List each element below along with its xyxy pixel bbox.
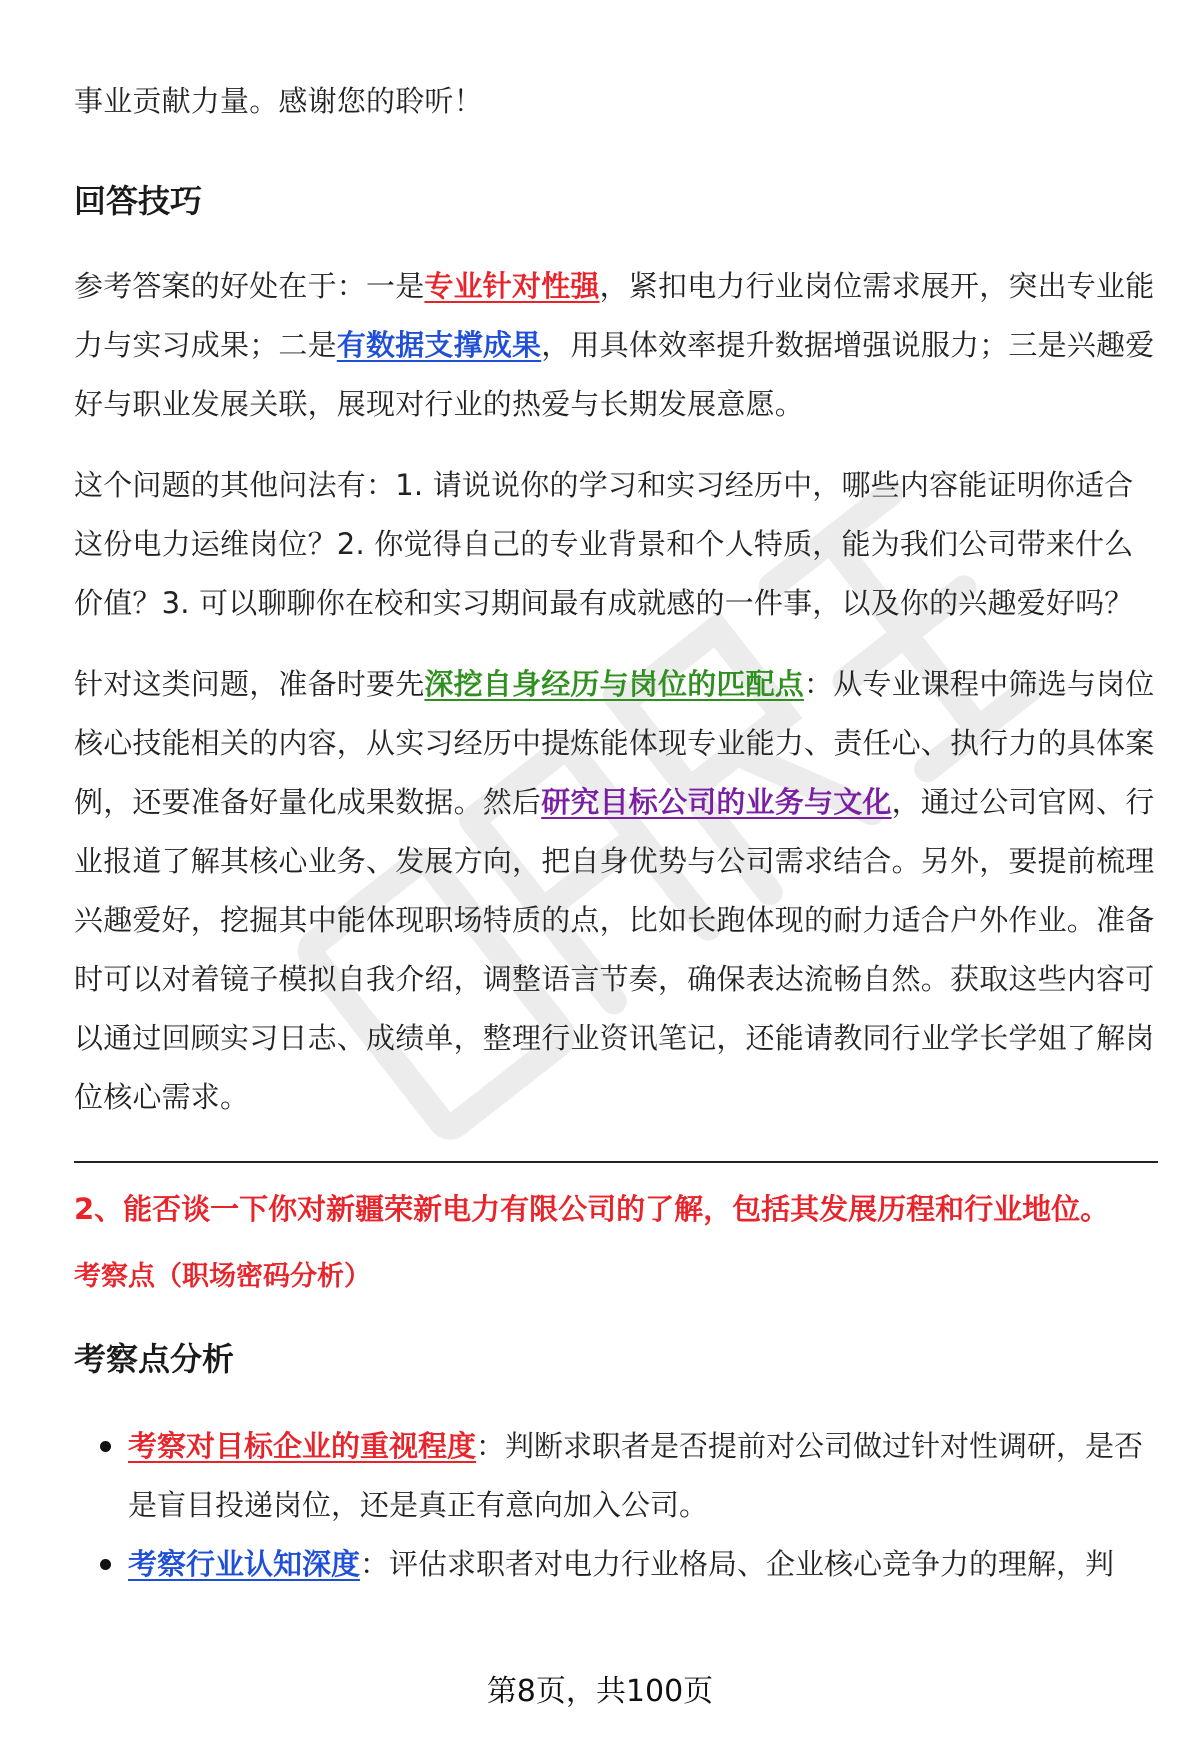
text-segment: ，紧扣电力行业岗位需求展开，突出专业能力与实习成果；二是 [74, 269, 1155, 362]
text-segment: 针对这类问题，准备时要先 [74, 667, 425, 701]
list-item [74, 1417, 1158, 1535]
answer-benefits-paragraph [74, 257, 1158, 434]
highlight-experience-match: 深挖自身经历与岗位的匹配点 [424, 667, 805, 701]
bullet-text: ：评估求职者对电力行业格局、企业核心竞争力的理解，判 [360, 1547, 1115, 1581]
highlight-data-support: 有数据支撑成果 [336, 328, 542, 362]
question-2-title: 2、能否谈一下你对新疆荣新电力有限公司的了解，包括其发展历程和行业地位。 [74, 1192, 1110, 1226]
highlight-professional-targeting: 专业针对性强 [424, 269, 600, 303]
content-area [74, 72, 1158, 1594]
section-divider [74, 1161, 1158, 1163]
intro-tail-text: 事业贡献力量。感谢您的聆听！ [74, 84, 483, 118]
bullet-dot-icon [100, 1559, 111, 1570]
text-segment: ，用具体效率提升数据增强说服力；三是兴趣爱好与职业发展关联，展现对行业的热爱与长期发展意愿。 [74, 328, 1155, 421]
bullet-highlight: 考察对目标企业的重视程度 [128, 1429, 477, 1463]
highlight-company-research: 研究目标公司的业务与文化 [541, 785, 892, 819]
analysis-bullet-list [74, 1417, 1158, 1594]
alternative-questions-paragraph: 这个问题的其他问法有：1. 请说说你的学习和实习经历中，哪些内容能证明你适合这份电力运维岗位？2. 你觉得自己的专业背景和个人特质，能为我们公司带来什么价值？3. 可以聊聊你在校和实习期间最有成就感的一件事，以及你的兴趣爱好吗？ [74, 468, 1134, 620]
analysis-heading: 考察点分析 [74, 1340, 235, 1378]
bullet-dot-icon [100, 1441, 111, 1452]
text-segment: ，通过公司官网、行业报道了解其核心业务、发展方向，把自身优势与公司需求结合。另外，要提前梳理兴趣爱好，挖掘其中能体现职场特质的点，比如长跑体现的耐力适合户外作业。准备时可以对着镜子模拟自我介绍，调整语言节奏，确保表达流畅自然。获取这些内容可以通过回顾实习日志、成绩单，整理行业资讯笔记，还能请教同行业学长学姐了解岗位核心需求。 [74, 785, 1155, 1114]
bullet-highlight: 考察行业认知深度 [128, 1547, 361, 1581]
answer-tips-heading: 回答技巧 [74, 182, 203, 220]
question-2-subtitle: 考察点（职场密码分析） [74, 1261, 371, 1292]
preparation-paragraph [74, 655, 1158, 1127]
text-segment: 参考答案的好处在于：一是 [74, 269, 425, 303]
bullet-text: ：判断求职者是否提前对公司做过针对性调研，是否是盲目投递岗位，还是真正有意向加入公司。 [128, 1429, 1144, 1522]
text-segment: ：从专业课程中筛选与岗位核心技能相关的内容，从实习经历中提炼能体现专业能力、责任心、执行力的具体案例，还要准备好量化成果数据。然后 [74, 667, 1155, 819]
page-number-footer: 第8页，共100页 [486, 1674, 714, 1709]
list-item [74, 1535, 1158, 1594]
